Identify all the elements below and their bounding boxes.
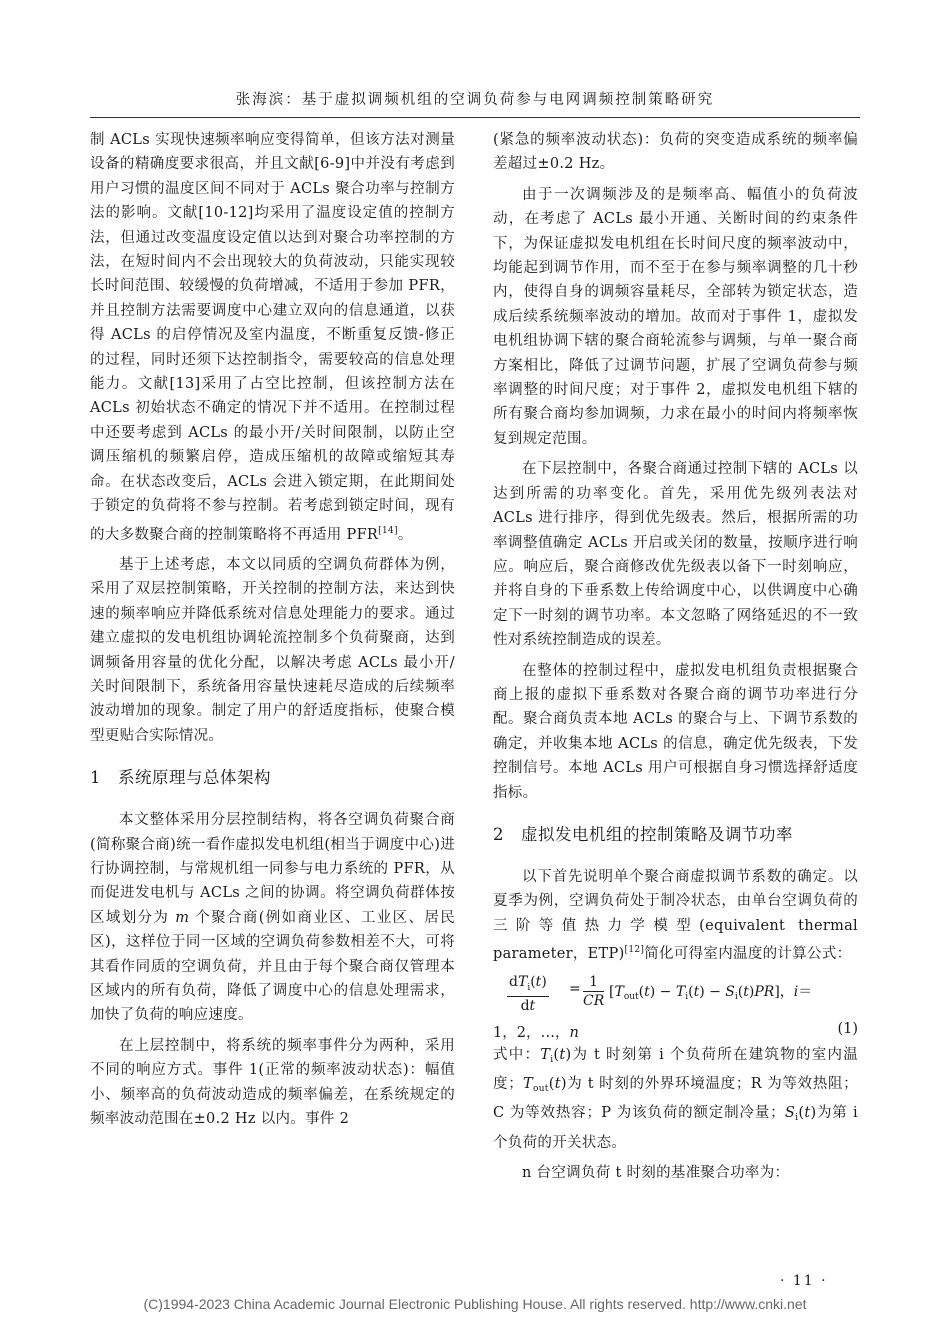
paragraph-3: 本文整体采用分层控制结构，将各空调负荷聚合商(简称聚合商)统一看作虚拟发电机组(相当于调度中心)进行协调控制，与常规机组一同参与电力系统的 PFR，从而促进发电机与 ACLs 之间的协调。将空调负荷群体按区域划分为 m 个聚合商(例如商业区、工业区、居民区)，这样位于同一区域的空调负荷参数相差不大，可将其看作同质的空调负荷，并且由于每个聚合商仅管理本区域内的所有负荷，降低了调度中心的信息处理需求，加快了负荷的响应速度。 [90,812,455,1024]
paragraph-1: 制 ACLs 实现快速频率响应变得简单，但该方法对测量设备的精确度要求很高，并且文献[6-9]中并没有考虑到用户习惯的温度区间不同对于 ACLs 聚合功率与控制方法的影响。文献[10-12]均采用了温度设定值的控制方法，但通过改变温度设定值以达到对聚合功率控制的方法，在短时间内不会出现较大的负荷波动，只能实现较长时间范围、较缓慢的负荷增减，不适用于参加 PFR，并且控制方法需要调度中心建立双向的信息通道，以获得 ACLs 的启停情况及室内温度，不断重复反馈-修正的过程，同时还须下达控制指令，需要较高的信息处理能力。文献[13]采用了占空比控制，但该控制方法在 ACLs 初始状态不确定的情况下并不适用。在控制过程中还要考虑到 ACLs 的最小开/关时间限制，以防止空调压缩机的频繁启停，造成压缩机的故障或缩短其寿命。在状态改变后，ACLs 会进入锁定期，在此期间处于锁定的负荷将不参与控制。若考虑到锁定时间，现有的大多数聚合商的控制策略将不再适用 PFR[14]。 [90,132,455,543]
paragraph-5: (紧急的频率波动状态)：负荷的突变造成系统的频率偏差超过±0.2 Hz。 [493,132,858,173]
paragraph-7: 在下层控制中，各聚合商通过控制下辖的 ACLs 以达到所需的功率变化。首先，采用优先级列表法对 ACLs 进行排序，得到优先级表。然后，根据所需的功率调整值确定 ACLs 开启或关闭的数量，按顺序进行响应。响应后，聚合商修改优先级表以备下一时刻响应，并将自身的下垂系数上传给调度中心，以供调度中心确定下一时刻的调节功率。本文忽略了网络延迟的不一致性对系统控制造成的误差。 [493,461,858,649]
copyright-footer: (C)1994-2023 China Academic Journal Electronic Publishing House. All rights reserved. http://www.cnki.net [143,1296,807,1312]
paragraph-4: 在上层控制中，将系统的频率事件分为两种，采用不同的响应方式。事件 1(正常的频率波动状态)：幅值小、频率高的负荷波动造成的频率偏差，在系统规定的频率波动范围在±0.2 Hz 以内。事件 2 [90,1037,455,1128]
right-column [493,128,858,1186]
section-heading-2: 2 虚拟发电机组的控制策略及调节功率 [493,824,793,844]
equation-number: (1) [837,1020,858,1037]
citation-ref[interactable]: [12] [624,945,645,956]
header-rule [90,117,860,118]
equation-1-index: 1，2，…，n (1) [493,1020,858,1041]
variable-definitions: 式中：$T_i(t)$为 t 时刻第 i 个负荷所在建筑物的室内温度；$T_{out}(t)$为 t 时刻的外界环境温度；R 为等效热阻；C 为等效热容；P 为该负荷的额定制冷量；$S_i(t)$为第 i 个负荷的开关状态。 [493,1046,858,1151]
section-heading-1: 1 系统原理与总体架构 [90,768,271,788]
paragraph-9: 以下首先说明单个聚合商虚拟调节系数的确定。以夏季为例，空调负荷处于制冷状态，由单台空调负荷的三阶等值热力学模型(equivalent thermal parameter，ETP)[12]简化可得室内温度的计算公式： [493,868,858,963]
equation-1: $dT_i(t)$ dt = $\frac{1}{CR}$ $[T_{out}(t) - T_i(t) - S_i(t)PR]$，i＝ [509,973,813,1015]
paragraph-8: 在整体的控制过程中，虚拟发电机组负责根据聚合商上报的虚拟下垂系数对各聚合商的调节功率进行分配。聚合商负责本地 ACLs 的聚合与上、下调节系数的确定，并收集本地 ACLs 的信息，确定优先级表，下发控制信号。本地 ACLs 用户可根据自身习惯选择舒适度指标。 [493,662,858,801]
left-column [90,128,455,1131]
citation-ref[interactable]: [14] [378,525,398,536]
page-number: · 11 · [780,1273,828,1289]
paragraph-2: 基于上述考虑，本文以同质的空调负荷群体为例，采用了双层控制策略，开关控制的控制方法，来达到快速的频率响应并降低系统对信息处理能力的要求。通过建立虚拟的发电机组协调轮流控制多个负荷聚商，达到调频备用容量的优化分配，以解决考虑 ACLs 最小开/关时间限制下，系统备用容量快速耗尽造成的后续频率波动增加的现象。制定了用户的舒适度指标，使聚合模型更贴合实际情况。 [90,556,455,744]
paragraph-10: n 台空调负荷 t 时刻的基准聚合功率为： [522,1165,790,1182]
paragraph-6: 由于一次调频涉及的是频率高、幅值小的负荷波动，在考虑了 ACLs 最小开通、关断时间的约束条件下，为保证虚拟发电机组在长时间尺度的频率波动中，均能起到调节作用，而不至于在参与频率调整的几十秒内，使得自身的调频容量耗尽，全部转为锁定状态，造成后续系统频率波动的增加。故而对于事件 1，虚拟发电机组协调下辖的聚合商轮流参与调频，与单一聚合商方案相比，降低了过调节问题，扩展了空调负荷参与频率调整的时间尺度；对于事件 2，虚拟发电机组下辖的所有聚合商均参加调频，力求在最小的时间内将频率恢复到规定范围。 [493,186,858,447]
running-title: 张海滨：基于虚拟调频机组的空调负荷参与电网调频控制策略研究 [235,92,715,108]
